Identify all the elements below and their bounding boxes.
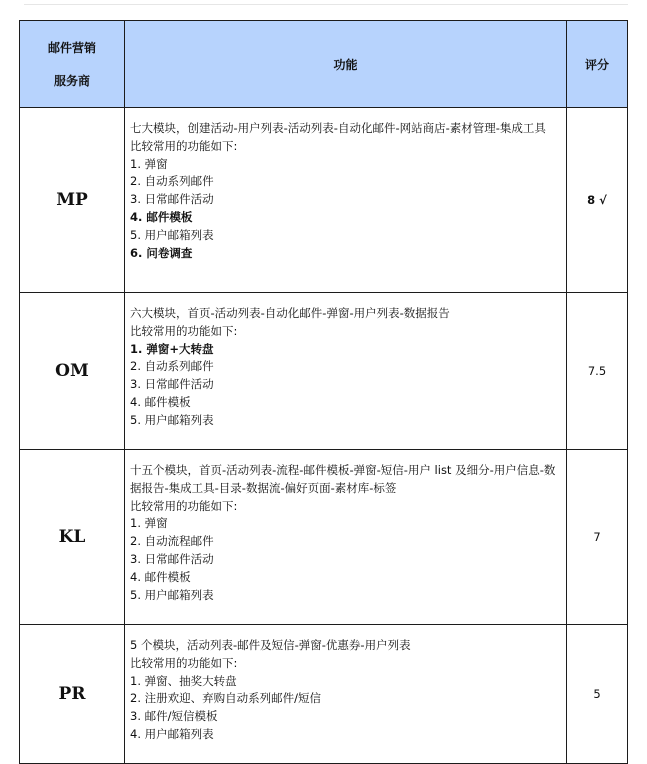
- feature-item: 1. 弹窗: [130, 516, 168, 531]
- feature-item: 5. 用户邮箱列表: [130, 587, 214, 602]
- common-features-label: 比较常用的功能如下:: [130, 138, 238, 153]
- header-vendor-line1: 邮件营销: [47, 40, 96, 55]
- function-cell: [125, 293, 567, 450]
- module-description: 5 个模块，活动列表-邮件及短信-弹窗-优惠券-用户列表: [130, 638, 411, 652]
- table-header-row: [20, 21, 628, 108]
- feature-item: 4. 邮件模板: [130, 394, 191, 409]
- function-cell: [125, 108, 567, 293]
- table-row-pr: [20, 625, 628, 764]
- feature-item: 2. 注册欢迎、弃购自动系列邮件/短信: [130, 691, 322, 706]
- feature-item: 3. 邮件/短信模板: [130, 709, 218, 724]
- feature-item: 3. 日常邮件活动: [130, 377, 214, 392]
- vendor-name: KL: [20, 450, 125, 625]
- feature-item: 2. 自动系列邮件: [130, 359, 214, 374]
- feature-item: 1. 弹窗+大转盘: [130, 341, 214, 356]
- common-features-label: 比较常用的功能如下:: [130, 498, 238, 513]
- feature-item: 5. 用户邮箱列表: [130, 412, 214, 427]
- common-features-label: 比较常用的功能如下:: [130, 323, 238, 338]
- feature-item: 4. 用户邮箱列表: [130, 726, 214, 741]
- vendor-name: PR: [20, 625, 125, 764]
- feature-item: 2. 自动流程邮件: [130, 534, 214, 549]
- function-cell: [125, 450, 567, 625]
- vendor-comparison-table: [19, 20, 628, 764]
- module-description: 六大模块，首页-活动列表-自动化邮件-弹窗-用户列表-数据报告: [130, 306, 450, 320]
- feature-item: 1. 弹窗、抽奖大转盘: [130, 673, 237, 688]
- score-value: 7.5: [567, 293, 628, 450]
- function-cell: [125, 625, 567, 764]
- feature-item: 4. 邮件模板: [130, 209, 193, 224]
- vendor-name: OM: [20, 293, 125, 450]
- feature-item: 3. 日常邮件活动: [130, 551, 214, 566]
- module-description: 十五个模块，首页-活动列表-流程-邮件模板-弹窗-短信-用户 list 及细分-用户信息-数据报告-集成工具-目录-数据流-偏好页面-素材库-标签: [130, 463, 556, 495]
- vendor-name: MP: [20, 108, 125, 293]
- feature-item: 1. 弹窗: [130, 156, 168, 171]
- score-value: 5: [567, 625, 628, 764]
- table-row-om: [20, 293, 628, 450]
- common-features-label: 比较常用的功能如下:: [130, 655, 238, 670]
- header-vendor-line2: 服务商: [53, 73, 90, 88]
- header-function: 功能: [125, 21, 567, 108]
- module-description: 七大模块，创建活动-用户列表-活动列表-自动化邮件-网站商店-素材管理-集成工具: [130, 121, 546, 135]
- feature-item: 6. 问卷调查: [130, 245, 193, 260]
- feature-item: 2. 自动系列邮件: [130, 174, 214, 189]
- score-value: 8 √: [567, 108, 628, 293]
- score-value: 7: [567, 450, 628, 625]
- table-row-kl: [20, 450, 628, 625]
- feature-item: 4. 邮件模板: [130, 569, 191, 584]
- table-row-mp: [20, 108, 628, 293]
- top-divider: [24, 4, 628, 5]
- header-score: 评分: [567, 21, 628, 108]
- feature-item: 5. 用户邮箱列表: [130, 227, 214, 242]
- feature-item: 3. 日常邮件活动: [130, 192, 214, 207]
- header-vendor: [20, 21, 125, 108]
